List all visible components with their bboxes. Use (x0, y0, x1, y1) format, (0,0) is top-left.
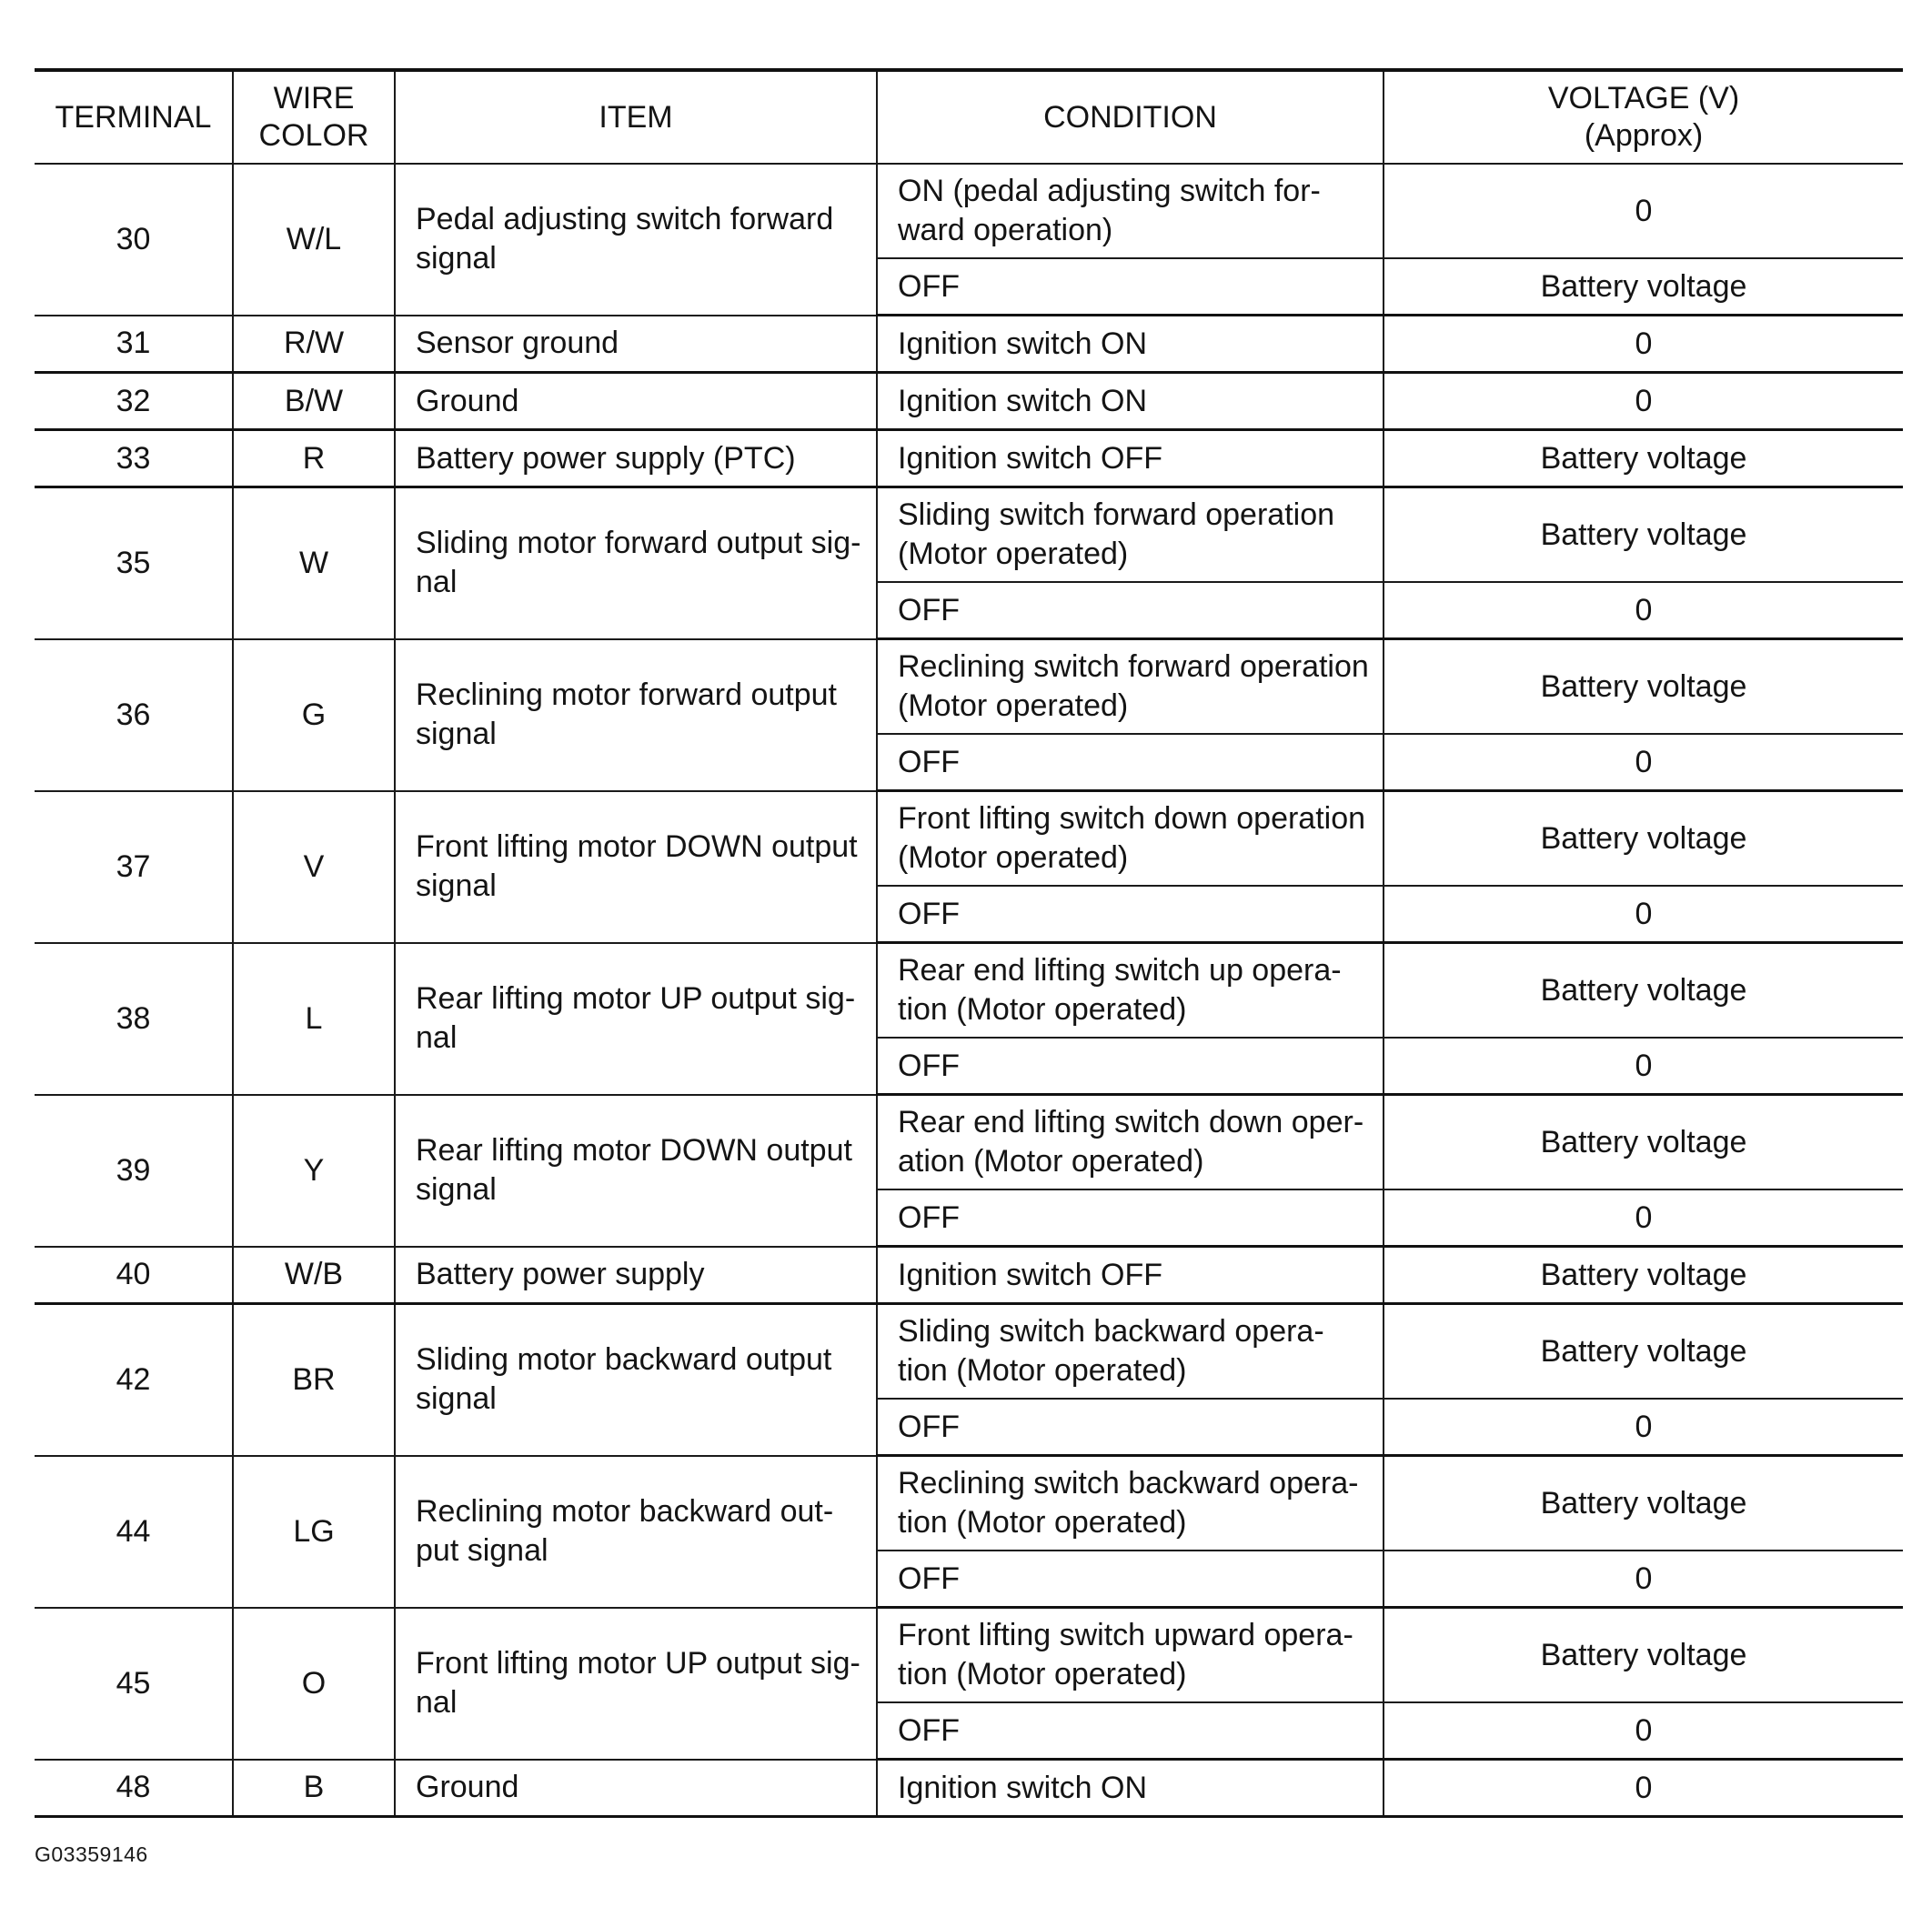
terminal-spec-sheet (35, 68, 1903, 1818)
voltage-cell: Battery voltage (1384, 430, 1903, 487)
voltage-cell: Battery voltage (1384, 1247, 1903, 1304)
header-voltage: VOLTAGE (V) (Approx) (1384, 70, 1903, 164)
terminal-cell: 37 (35, 791, 233, 943)
item-cell: Sliding motor forward output sig-nal (395, 487, 877, 639)
header-condition: CONDITION (877, 70, 1384, 164)
wire-color-cell: Y (233, 1095, 395, 1247)
condition-cell: Ignition switch ON (877, 316, 1384, 373)
terminal-cell: 30 (35, 164, 233, 316)
terminal-cell: 44 (35, 1456, 233, 1608)
voltage-cell: 0 (1384, 886, 1903, 943)
condition-cell: Ignition switch ON (877, 373, 1384, 430)
item-cell: Front lifting motor DOWN output signal (395, 791, 877, 943)
condition-cell: OFF (877, 1702, 1384, 1760)
condition-cell: Rear end lifting switch up opera-tion (Motor operated) (877, 943, 1384, 1039)
item-cell: Battery power supply (PTC) (395, 430, 877, 487)
terminal-cell: 33 (35, 430, 233, 487)
condition-cell: OFF (877, 1038, 1384, 1095)
item-cell: Rear lifting motor DOWN output signal (395, 1095, 877, 1247)
terminal-cell: 32 (35, 373, 233, 430)
table-row (35, 943, 1903, 1039)
wire-color-cell: LG (233, 1456, 395, 1608)
condition-cell: Front lifting switch down operation (Motor operated) (877, 791, 1384, 887)
condition-cell: Reclining switch forward operation (Motor operated) (877, 639, 1384, 735)
wire-color-cell: L (233, 943, 395, 1095)
voltage-cell: Battery voltage (1384, 639, 1903, 735)
voltage-cell: Battery voltage (1384, 1608, 1903, 1703)
voltage-cell: 0 (1384, 734, 1903, 791)
condition-cell: Front lifting switch upward opera-tion (Motor operated) (877, 1608, 1384, 1703)
voltage-cell: Battery voltage (1384, 258, 1903, 316)
table-header-row (35, 70, 1903, 164)
wire-color-cell: G (233, 639, 395, 791)
terminal-cell: 31 (35, 316, 233, 373)
voltage-cell: 0 (1384, 316, 1903, 373)
voltage-cell: 0 (1384, 373, 1903, 430)
condition-cell: Ignition switch OFF (877, 430, 1384, 487)
terminal-cell: 45 (35, 1608, 233, 1760)
table-row (35, 1304, 1903, 1400)
condition-cell: OFF (877, 734, 1384, 791)
table-row (35, 487, 1903, 583)
header-item: ITEM (395, 70, 877, 164)
voltage-cell: 0 (1384, 1189, 1903, 1247)
terminal-cell: 38 (35, 943, 233, 1095)
table-row (35, 1095, 1903, 1190)
item-cell: Reclining motor forward output signal (395, 639, 877, 791)
wire-color-cell: W/B (233, 1247, 395, 1304)
condition-cell: OFF (877, 1551, 1384, 1608)
condition-cell: Reclining switch backward opera-tion (Motor operated) (877, 1456, 1384, 1551)
item-cell: Ground (395, 1760, 877, 1817)
wire-color-cell: O (233, 1608, 395, 1760)
terminal-voltage-table (35, 68, 1903, 1818)
voltage-cell: Battery voltage (1384, 791, 1903, 887)
wire-color-cell: R (233, 430, 395, 487)
item-cell: Rear lifting motor UP output sig-nal (395, 943, 877, 1095)
item-cell: Pedal adjusting switch forward signal (395, 164, 877, 316)
terminal-cell: 36 (35, 639, 233, 791)
wire-color-cell: V (233, 791, 395, 943)
table-row (35, 1247, 1903, 1304)
terminal-cell: 39 (35, 1095, 233, 1247)
item-cell: Sensor ground (395, 316, 877, 373)
table-row (35, 639, 1903, 735)
condition-cell: OFF (877, 258, 1384, 316)
condition-cell: OFF (877, 582, 1384, 639)
condition-cell: ON (pedal adjusting switch for-ward operation) (877, 164, 1384, 258)
condition-cell: Rear end lifting switch down oper-ation (Motor operated) (877, 1095, 1384, 1190)
voltage-cell: Battery voltage (1384, 1095, 1903, 1190)
wire-color-cell: B (233, 1760, 395, 1817)
voltage-cell: 0 (1384, 1551, 1903, 1608)
voltage-cell: Battery voltage (1384, 943, 1903, 1039)
item-cell: Battery power supply (395, 1247, 877, 1304)
voltage-cell: 0 (1384, 1760, 1903, 1817)
figure-code: G03359146 (35, 1842, 148, 1866)
condition-cell: Ignition switch OFF (877, 1247, 1384, 1304)
condition-cell: OFF (877, 1189, 1384, 1247)
table-row (35, 373, 1903, 430)
wire-color-cell: W (233, 487, 395, 639)
voltage-cell: 0 (1384, 1702, 1903, 1760)
terminal-cell: 42 (35, 1304, 233, 1456)
condition-cell: Sliding switch forward operation (Motor operated) (877, 487, 1384, 583)
voltage-cell: Battery voltage (1384, 487, 1903, 583)
item-cell: Reclining motor backward out-put signal (395, 1456, 877, 1608)
terminal-cell: 35 (35, 487, 233, 639)
table-row (35, 430, 1903, 487)
terminal-cell: 40 (35, 1247, 233, 1304)
table-row (35, 164, 1903, 258)
voltage-cell: 0 (1384, 1038, 1903, 1095)
condition-cell: Sliding switch backward opera-tion (Motor operated) (877, 1304, 1384, 1400)
condition-cell: OFF (877, 886, 1384, 943)
voltage-cell: 0 (1384, 582, 1903, 639)
header-wire-color: WIRE COLOR (233, 70, 395, 164)
wire-color-cell: B/W (233, 373, 395, 430)
voltage-cell: 0 (1384, 1399, 1903, 1456)
terminal-cell: 48 (35, 1760, 233, 1817)
wire-color-cell: W/L (233, 164, 395, 316)
table-row (35, 791, 1903, 887)
header-terminal: TERMINAL (35, 70, 233, 164)
table-row (35, 1760, 1903, 1817)
condition-cell: OFF (877, 1399, 1384, 1456)
voltage-cell: Battery voltage (1384, 1456, 1903, 1551)
voltage-cell: Battery voltage (1384, 1304, 1903, 1400)
table-row (35, 1608, 1903, 1703)
voltage-cell: 0 (1384, 164, 1903, 258)
table-row (35, 1456, 1903, 1551)
item-cell: Front lifting motor UP output sig-nal (395, 1608, 877, 1760)
item-cell: Sliding motor backward output signal (395, 1304, 877, 1456)
wire-color-cell: R/W (233, 316, 395, 373)
item-cell: Ground (395, 373, 877, 430)
table-row (35, 316, 1903, 373)
condition-cell: Ignition switch ON (877, 1760, 1384, 1817)
wire-color-cell: BR (233, 1304, 395, 1456)
